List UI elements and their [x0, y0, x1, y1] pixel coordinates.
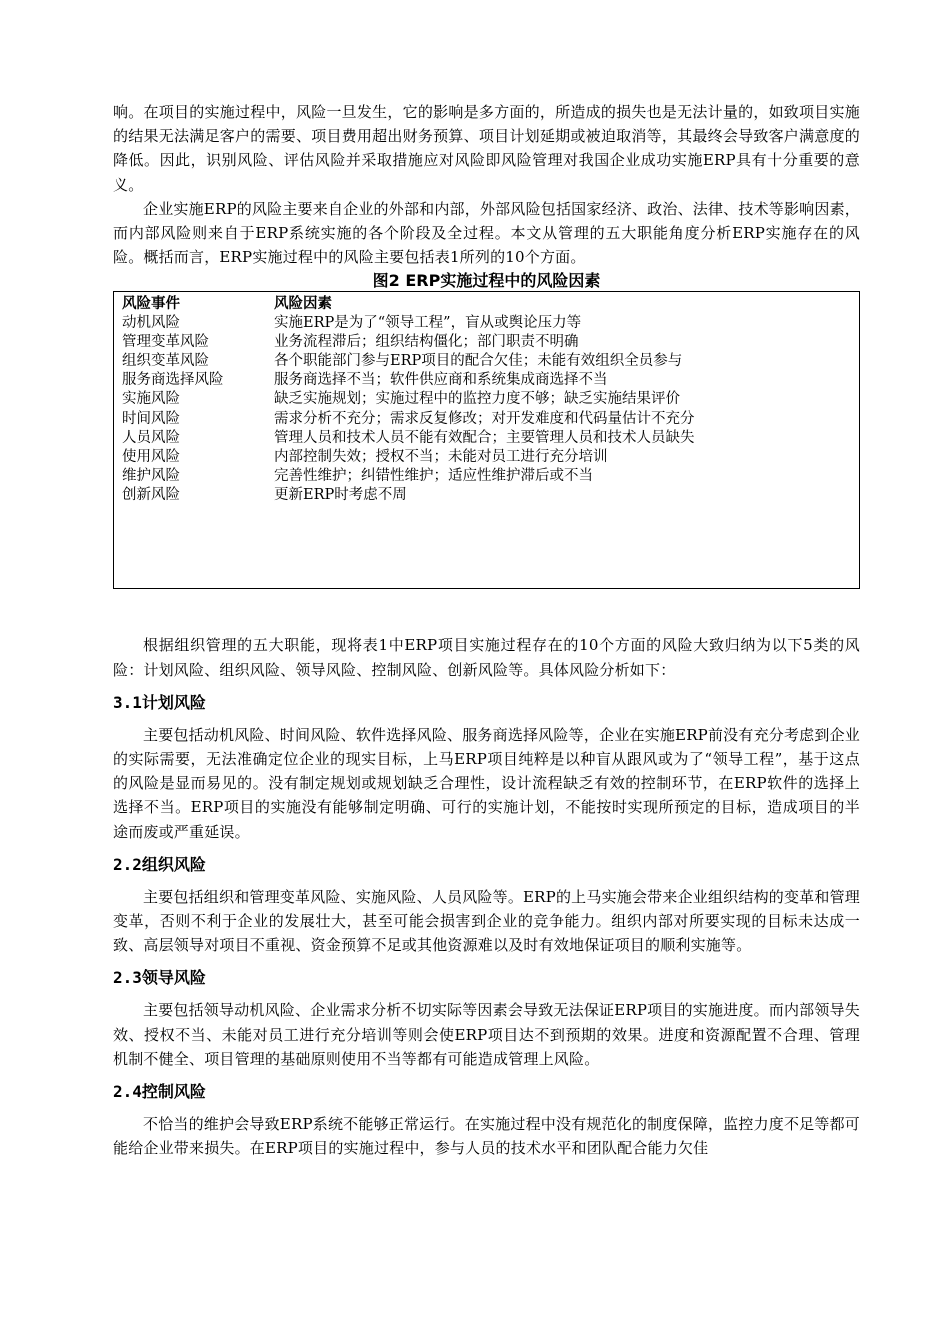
- risk-factor-cell: 管理人员和技术人员不能有效配合；主要管理人员和技术人员缺失: [274, 429, 695, 446]
- column-header-risk-event: 风险事件: [122, 295, 180, 313]
- section-heading-planning-risk: [113, 691, 860, 715]
- figure-title: 图2 ERP实施过程中的风险因素: [372, 271, 601, 291]
- risk-factor-cell: 完善性维护；纠错性维护；适应性维护滞后或不当: [274, 468, 593, 485]
- section-title: 领导风险: [141, 968, 206, 988]
- section-number: 2.4: [113, 1082, 142, 1102]
- risk-event-cell: 动机风险: [122, 314, 180, 331]
- section-number: 2.3: [113, 968, 142, 988]
- section-heading-organization-risk: [113, 853, 860, 877]
- section-title: 计划风险: [141, 692, 206, 712]
- section-number: 3.1: [113, 692, 142, 712]
- table-row: [122, 448, 851, 467]
- table-row: [122, 486, 851, 505]
- risk-event-cell: 服务商选择风险: [122, 372, 224, 389]
- section-body-control-risk: 不恰当的维护会导致ERP系统不能够正常运行。在实施过程中没有规范化的制度保障，监控力度不足等都可能给企业带来损失。在ERP项目的实施过程中，参与人员的技术水平和团队配合能力欠佳: [113, 1115, 860, 1158]
- table-row: [122, 390, 851, 409]
- risk-event-cell: 实施风险: [122, 391, 180, 408]
- section-title: 控制风险: [141, 1082, 206, 1102]
- risk-factor-cell: 服务商选择不当；软件供应商和系统集成商选择不当: [274, 372, 608, 389]
- section-body-planning-risk: 主要包括动机风险、时间风险、软件选择风险、服务商选择风险等，企业在实施ERP前没有充分考虑到企业的实际需要，无法准确定位企业的现实目标，上马ERP项目纯粹是以种盲从跟风或为了“领导工程”，基于这点的风险是显而易见的。没有制定规划或规划缺乏合理性，设计流程缺乏有效的控制环节，在ERP软件的选择上选择不当。ERP项目的实施没有能够制定明确、可行的实施计划，不能按时实现所预定的目标，造成项目的半途而废或严重延误。: [113, 725, 860, 841]
- table-row: [122, 410, 851, 429]
- risk-factor-cell: 更新ERP时考虑不周: [274, 487, 407, 504]
- section-title: 组织风险: [141, 854, 206, 874]
- risk-event-cell: 使用风险: [122, 449, 180, 466]
- section-heading-control-risk: [113, 1080, 860, 1104]
- section-heading-leadership-risk: [113, 966, 860, 990]
- section-body-organization-risk: 主要包括组织和管理变革风险、实施风险、人员风险等。ERP的上马实施会带来企业组织结构的变革和管理变革，否则不利于企业的发展壮大，甚至可能会损害到企业的竞争能力。组织内部对所要实现的目标未达成一致、高层领导对项目不重视、资金预算不足或其他资源难以及时有效地保证项目的顺利实施等。: [113, 887, 860, 955]
- table-row: [122, 467, 851, 486]
- risk-factor-cell: 需求分析不充分；需求反复修改；对开发难度和代码量估计不充分: [274, 410, 695, 427]
- section-body-leadership-risk: 主要包括领导动机风险、企业需求分析不切实际等因素会导致无法保证ERP项目的实施进度。而内部领导失效、授权不当、未能对员工进行充分培训等则会使ERP项目达不到预期的效果。进度和资源配置不合理、管理机制不健全、项目管理的基础原则使用不当等都有可能造成管理上风险。: [113, 1001, 860, 1068]
- table-row: [122, 429, 851, 448]
- intro-paragraph-2: 企业实施ERP的风险主要来自企业的外部和内部，外部风险包括国家经济、政治、法律、技术等影响因素，而内部风险则来自于ERP系统实施的各个阶段及全过程。本文从管理的五大职能角度分析ERP实施存在的风险。概括而言，ERP实施过程中的风险主要包括表1所列的10个方面。: [113, 199, 860, 267]
- intro-paragraph-1: 响。在项目的实施过程中，风险一旦发生，它的影响是多方面的，所造成的损失也是无法计量的，如致项目实施的结果无法满足客户的需要、项目费用超出财务预算、项目计划延期或被迫取消等，其最终会导致客户满意度的降低。因此，识别风险、评估风险并采取措施应对风险即风险管理对我国企业成功实施ERP具有十分重要的意义。: [113, 103, 860, 194]
- risk-event-cell: 人员风险: [122, 429, 180, 446]
- risk-event-cell: 创新风险: [122, 487, 180, 504]
- table-row: [122, 314, 851, 333]
- table-row: [122, 371, 851, 390]
- table-row: [122, 333, 851, 352]
- column-header-risk-factor: 风险因素: [274, 295, 332, 313]
- risk-event-cell: 时间风险: [122, 410, 180, 427]
- risk-factor-cell: 实施ERP是为了“领导工程”，盲从或舆论压力等: [274, 314, 582, 331]
- section-number: 2.2: [113, 854, 142, 874]
- risk-event-cell: 管理变革风险: [122, 333, 209, 350]
- risk-factor-table: [113, 291, 860, 589]
- risk-event-cell: 维护风险: [122, 468, 180, 485]
- risk-factor-cell: 各个职能部门参与ERP项目的配合欠佳；未能有效组织全员参与: [274, 353, 683, 370]
- table-row: [122, 352, 851, 371]
- risk-event-cell: 组织变革风险: [122, 353, 209, 370]
- risk-factor-cell: 内部控制失效；授权不当；未能对员工进行充分培训: [274, 449, 608, 466]
- document-page: [113, 100, 860, 1160]
- risk-factor-cell: 缺乏实施规划；实施过程中的监控力度不够；缺乏实施结果评价: [274, 391, 680, 408]
- table-header-row: [122, 294, 851, 313]
- summary-paragraph: 根据组织管理的五大职能，现将表1中ERP项目实施过程存在的10个方面的风险大致归纳为以下5类的风险：计划风险、组织风险、领导风险、控制风险、创新风险等。具体风险分析如下：: [113, 636, 860, 679]
- risk-factor-cell: 业务流程滞后；组织结构僵化；部门职责不明确: [274, 333, 579, 350]
